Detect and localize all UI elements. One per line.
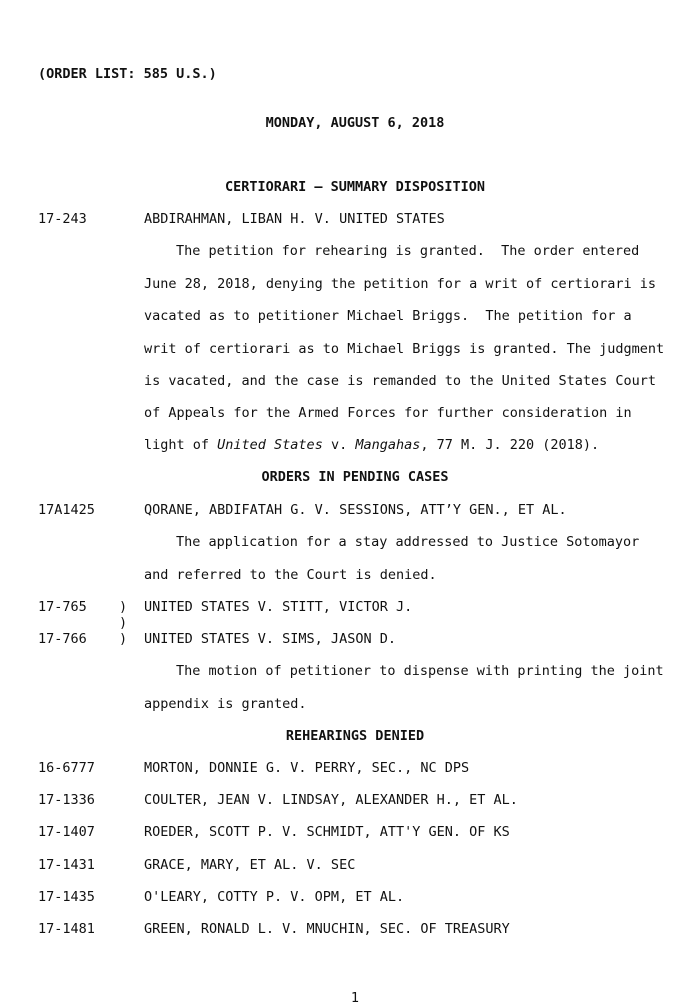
case-title: UNITED STATES V. SIMS, JASON D. [144, 631, 396, 647]
case-title: COULTER, JEAN V. LINDSAY, ALEXANDER H., ET AL. [144, 792, 518, 808]
case-number: 17-1481 [38, 921, 95, 937]
citation-prefix: light of [144, 437, 218, 453]
case-number: 17-243 [38, 211, 87, 227]
case-title: O'LEARY, COTTY P. V. OPM, ET AL. [144, 889, 405, 905]
citation-case-a: United States [217, 437, 323, 453]
certiorari-heading: CERTIORARI – SUMMARY DISPOSITION [224, 179, 486, 195]
page-number: 1 [350, 990, 360, 1006]
case-bracket: ) [119, 631, 128, 647]
case-title: ABDIRAHMAN, LIBAN H. V. UNITED STATES [144, 211, 445, 227]
case-number: 17A1425 [38, 502, 95, 518]
order-text-line: is vacated, and the case is remanded to the United States Court [144, 373, 657, 389]
case-title: ROEDER, SCOTT P. V. SCHMIDT, ATT'Y GEN. OF KS [144, 824, 510, 840]
case-title: UNITED STATES V. STITT, VICTOR J. [144, 599, 413, 615]
case-bracket: ) [119, 599, 128, 615]
order-text-line: and referred to the Court is denied. [144, 567, 437, 583]
rehearings-heading: REHEARINGS DENIED [285, 728, 425, 744]
order-text-line: vacated as to petitioner Michael Briggs. The petition for a [144, 308, 632, 324]
order-list-label: (ORDER LIST: 585 U.S.) [38, 66, 217, 82]
citation-versus: v. [322, 437, 356, 453]
case-title: GREEN, RONALD L. V. MNUCHIN, SEC. OF TREASURY [144, 921, 510, 937]
case-number: 17-1435 [38, 889, 95, 905]
citation-case-b: Mangahas [355, 437, 421, 453]
case-title: MORTON, DONNIE G. V. PERRY, SEC., NC DPS [144, 760, 470, 776]
order-text-line: of Appeals for the Armed Forces for further consideration in [144, 405, 632, 421]
case-title: GRACE, MARY, ET AL. V. SEC [144, 857, 356, 873]
case-number: 17-1336 [38, 792, 95, 808]
case-number: 17-766 [38, 631, 87, 647]
case-title: QORANE, ABDIFATAH G. V. SESSIONS, ATT’Y GEN., ET AL. [144, 502, 567, 518]
order-text-line: appendix is granted. [144, 696, 307, 712]
order-text-line: The application for a stay addressed to Justice Sotomayor [176, 534, 640, 550]
case-number: 17-1407 [38, 824, 95, 840]
order-text-line: The petition for rehearing is granted. The order entered [176, 243, 640, 259]
case-bracket: ) [119, 615, 128, 631]
order-date: MONDAY, AUGUST 6, 2018 [265, 115, 445, 131]
pending-heading: ORDERS IN PENDING CASES [261, 469, 449, 485]
case-number: 16-6777 [38, 760, 95, 776]
case-number: 17-765 [38, 599, 87, 615]
order-text-line: writ of certiorari as to Michael Briggs is granted. The judgment [144, 341, 665, 357]
citation-suffix: , 77 M. J. 220 (2018). [420, 437, 600, 453]
order-text-line: The motion of petitioner to dispense with printing the joint [176, 663, 664, 679]
order-text-line: June 28, 2018, denying the petition for a writ of certiorari is [144, 276, 657, 292]
case-number: 17-1431 [38, 857, 95, 873]
order-text-line-citation [144, 437, 599, 453]
